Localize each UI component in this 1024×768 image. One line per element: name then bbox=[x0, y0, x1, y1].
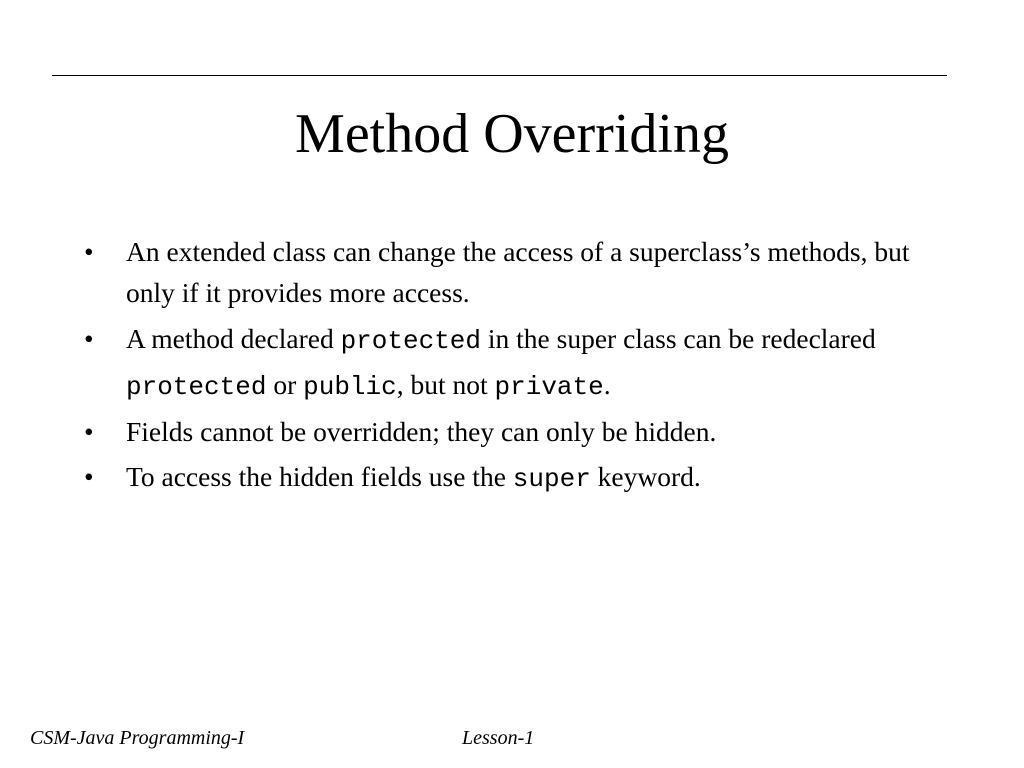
bullet-text-segment: in the super class can be redeclared bbox=[481, 323, 876, 354]
bullet-item bbox=[84, 456, 944, 500]
bullet-text: Fields cannot be overridden; they can only be hidden. bbox=[126, 416, 717, 447]
code-keyword: protected bbox=[126, 372, 267, 402]
code-keyword: protected bbox=[340, 326, 482, 356]
code-keyword: super bbox=[512, 464, 591, 494]
bullet-item bbox=[84, 231, 944, 313]
bullet-dot-icon: • bbox=[84, 236, 94, 267]
bullet-dot-icon: • bbox=[84, 323, 94, 354]
bullet-text: An extended class can change the access of a superclass’s methods, but only if it provides more access. bbox=[126, 236, 910, 308]
bullet-list bbox=[84, 231, 944, 504]
bullet-dot-icon: • bbox=[84, 416, 94, 447]
top-divider bbox=[52, 75, 947, 76]
bullet-text-segment: or bbox=[266, 369, 304, 400]
code-keyword: private bbox=[494, 372, 604, 402]
footer-lesson: Lesson-1 bbox=[462, 727, 535, 749]
bullet-text-segment: keyword. bbox=[590, 461, 701, 492]
code-keyword: public bbox=[303, 372, 397, 402]
bullet-dot-icon: • bbox=[84, 461, 94, 492]
bullet-text-segment: . bbox=[603, 369, 611, 400]
footer-course: CSM-Java Programming-I bbox=[30, 727, 245, 749]
slide-title: Method Overriding bbox=[295, 103, 729, 165]
bullet-item bbox=[84, 411, 944, 452]
bullet-text-segment: A method declared bbox=[126, 323, 341, 354]
bullet-text-segment: , but not bbox=[396, 369, 495, 400]
bullet-item bbox=[84, 317, 944, 409]
bullet-text-segment: To access the hidden fields use the bbox=[126, 461, 513, 492]
